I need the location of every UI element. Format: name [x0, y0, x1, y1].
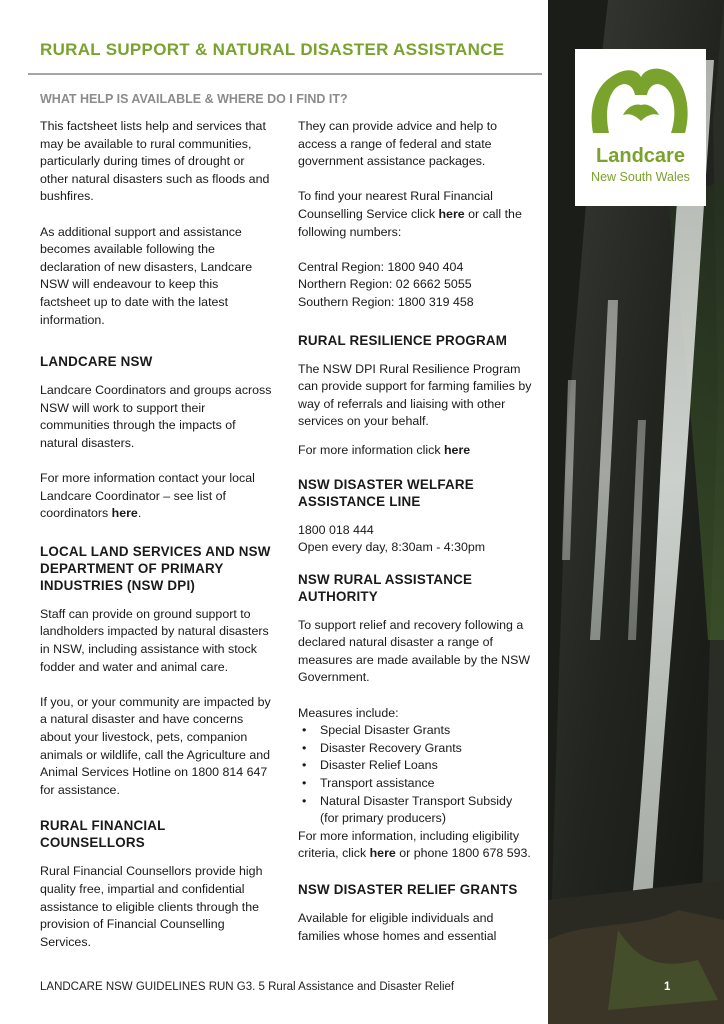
list-item: • Transport assistance: [298, 775, 534, 793]
region-northern: Northern Region: 02 6662 5055: [298, 277, 472, 292]
region-central: Central Region: 1800 940 404: [298, 259, 464, 274]
relief-grants-heading: NSW DISASTER RELIEF GRANTS: [298, 882, 518, 897]
lls-dpi-heading: LOCAL LAND SERVICES AND NSW DEPARTMENT OF PRIMARY INDUSTRIES (NSW DPI): [40, 543, 271, 593]
rfc-service-link[interactable]: here: [438, 206, 465, 221]
landcare-paragraph-1: Landcare Coordinators and groups across NSW will work to support their communities through the impacts of natural disasters.: [40, 383, 272, 450]
rural-authority-paragraph-2: For more information, including eligibility criteria, click here or phone 1800 678 593.: [298, 828, 531, 861]
lls-paragraph-2: If you, or your community are impacted by a natural disaster and have concerns about your livestock, pets, companion animals or wildlife, call the Agriculture and Animal Services Hotline on 1800 814 647 for assistance.: [40, 694, 271, 797]
page-subtitle: WHAT HELP IS AVAILABLE & WHERE DO I FIND IT?: [40, 92, 348, 106]
rural-authority-heading: NSW RURAL ASSISTANCE AUTHORITY: [298, 571, 473, 604]
rrp-heading: RURAL RESILIENCE PROGRAM: [298, 332, 508, 348]
coordinators-link[interactable]: here: [111, 506, 138, 521]
welfare-heading: NSW DISASTER WELFARE ASSISTANCE LINE: [298, 476, 474, 509]
page-title: RURAL SUPPORT & NATURAL DISASTER ASSISTANCE: [40, 40, 505, 59]
landcare-hands-icon: [575, 55, 706, 145]
logo-wordmark: Landcare: [596, 145, 685, 167]
rfc-paragraph-1: Rural Financial Counsellors provide high quality free, impartial and confidential assistance to eligible clients through the provision of Financial Counselling Services.: [40, 864, 263, 949]
list-item: • Natural Disaster Transport Subsidy (for primary producers): [298, 793, 534, 828]
landcare-paragraph-2: For more information contact your local Landcare Coordinator – see list of coordinators here.: [40, 471, 255, 521]
rfc-heading: RURAL FINANCIAL COUNSELLORS: [40, 818, 166, 851]
right-column: [298, 118, 534, 963]
intro-paragraph-2: As additional support and assistance becomes available following the declaration of new disasters, Landcare NSW will endeavour to keep this factsheet up to date with the latest information.: [40, 224, 253, 327]
region-phone-list: [298, 259, 534, 312]
landcare-logo: [575, 49, 706, 206]
rural-authority-link[interactable]: here: [369, 846, 396, 861]
logo-region: New South Wales: [591, 170, 690, 184]
relief-grants-paragraph: Available for eligible individuals and families whose homes and essential: [298, 911, 497, 943]
page-number: 1: [664, 981, 671, 993]
region-southern: Southern Region: 1800 319 458: [298, 294, 474, 309]
lls-paragraph-1: Staff can provide on ground support to landholders impacted by natural disasters in NSW, including assistance with stock fodder and water and animal care.: [40, 606, 269, 674]
rrp-paragraph-2: For more information click here: [298, 442, 471, 457]
landcare-heading: LANDCARE NSW: [40, 354, 153, 370]
list-item: • Special Disaster Grants: [298, 722, 534, 740]
title-divider: [28, 73, 542, 75]
rfc-paragraph-2: They can provide advice and help to access a range of federal and state government assistance packages.: [298, 119, 498, 169]
rfc-paragraph-3: To find your nearest Rural Financial Counselling Service click here or call the following numbers:: [298, 189, 522, 239]
rural-authority-paragraph-1: To support relief and recovery following a declared natural disaster a range of measures are made available by the NSW Government.: [298, 617, 531, 685]
rrp-link[interactable]: here: [443, 442, 471, 457]
measures-intro: Measures include:: [298, 705, 399, 720]
measures-list: [298, 722, 534, 828]
list-item: • Disaster Recovery Grants: [298, 740, 534, 758]
rrp-paragraph-1: The NSW DPI Rural Resilience Program can provide support for farming families by way of referrals and liaising with other services on your behalf.: [298, 361, 532, 429]
intro-paragraph-1: This factsheet lists help and services that may be available to rural communities, particularly during times of drought or other natural disasters such as floods and bushfires.: [40, 119, 270, 204]
left-column: [40, 118, 272, 969]
footer-text: LANDCARE NSW GUIDELINES RUN G3. 5 Rural Assistance and Disaster Relief: [40, 981, 455, 993]
list-item: • Disaster Relief Loans: [298, 757, 534, 775]
welfare-hours: Open every day, 8:30am - 4:30pm: [298, 540, 486, 555]
welfare-phone: 1800 018 444: [298, 522, 374, 537]
